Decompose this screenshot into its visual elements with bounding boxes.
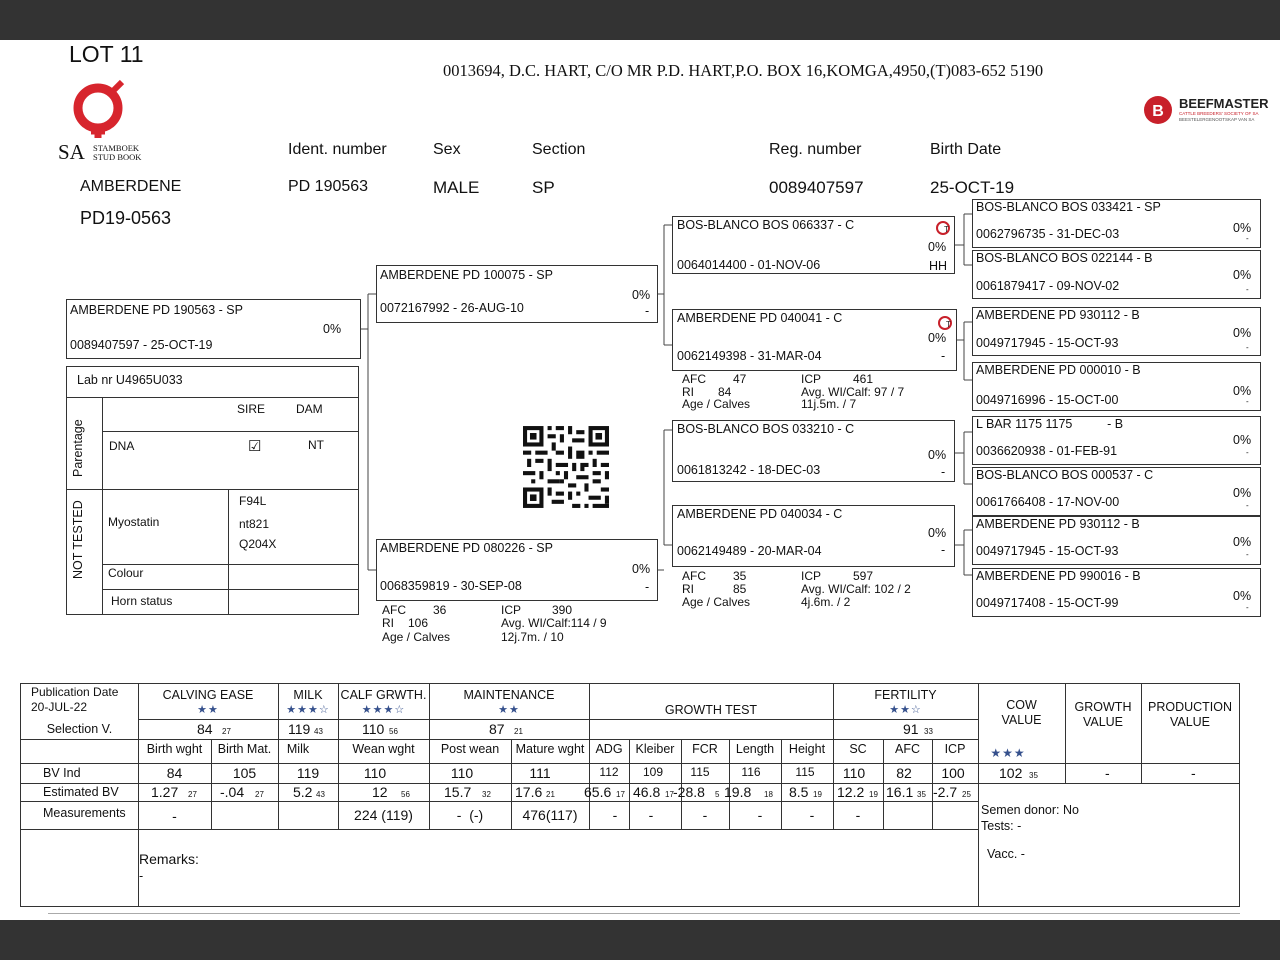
- g3-reg-date: 0049717945 - 15-OCT-93: [976, 336, 1119, 350]
- bv-fcr: 115: [690, 765, 710, 779]
- sire-dam-box: [672, 309, 957, 371]
- bv-mature-wght: 111: [529, 765, 551, 781]
- ebv-fcr-acc: 5: [715, 790, 720, 799]
- sire-reg-date: 0072167992 - 26-AUG-10: [380, 301, 524, 315]
- cow-value-header-2: VALUE: [1001, 713, 1042, 727]
- g3-box-2: [972, 250, 1261, 299]
- g3-name: L BAR 1175 1175 - B: [976, 417, 1124, 431]
- lab-panel: [66, 366, 359, 615]
- dam-afc-value: 36: [433, 603, 447, 617]
- g3-dash: -: [1246, 343, 1249, 352]
- meas-adg: -: [612, 807, 618, 823]
- maintenance-stars: ★★: [498, 704, 520, 716]
- dd-pct: 0%: [928, 526, 947, 540]
- sire-dash: -: [645, 304, 650, 318]
- subject-pct: 0%: [323, 322, 342, 336]
- meas-length: -: [757, 807, 763, 823]
- sel-calving: 84: [197, 721, 213, 737]
- dam-icp-label: ICP: [501, 603, 522, 617]
- dam-avg-wi: Avg. WI/Calf:114 / 9: [501, 616, 607, 630]
- publication-date: 20-JUL-22: [31, 700, 88, 714]
- growth-value-header-2: VALUE: [1082, 715, 1124, 729]
- sire-col-label: SIRE: [237, 402, 266, 416]
- ebv-birth-mat-acc: 27: [255, 790, 264, 799]
- col-sc: SC: [849, 742, 867, 756]
- g3-box-1: [972, 199, 1261, 248]
- myostatin-label: Myostatin: [108, 515, 160, 529]
- vaccinations: Vacc. -: [987, 847, 1025, 861]
- ds-name: BOS-BLANCO BOS 033210 - C: [677, 422, 855, 436]
- g3-pct: 0%: [1233, 433, 1252, 447]
- g3-name: BOS-BLANCO BOS 022144 - B: [976, 251, 1153, 265]
- g3-pct: 0%: [1233, 535, 1252, 549]
- lab-number: Lab nr U4965U033: [77, 373, 183, 387]
- section-value: SP: [532, 178, 555, 197]
- milk-header: MILK: [293, 688, 323, 702]
- g3-reg-date: 0061766408 - 17-NOV-00: [976, 495, 1120, 509]
- sire-box: [376, 265, 658, 323]
- bv-birth-wght: 84: [166, 765, 183, 781]
- production-value-header-2: VALUE: [1169, 715, 1211, 729]
- g3-name: AMBERDENE PD 000010 - B: [976, 363, 1141, 377]
- ebv-milk-acc: 43: [316, 790, 325, 799]
- gt-badge-icon: [935, 220, 951, 236]
- remarks-value: -: [139, 869, 144, 883]
- meas-height: -: [809, 807, 815, 823]
- myostatin-q204x: Q204X: [239, 537, 277, 551]
- dd-afc-label: AFC: [682, 569, 706, 583]
- g3-box-3: [972, 307, 1261, 356]
- col-kleiber: Kleiber: [635, 742, 675, 756]
- ebv-birth-mat: -.04: [220, 784, 245, 800]
- ebv-kleiber: 46.8: [633, 784, 661, 800]
- remarks-label: Remarks:: [139, 851, 199, 867]
- ds-pct: 0%: [928, 448, 947, 462]
- dd-icp-value: 597: [853, 569, 874, 583]
- g3-box-8: [972, 568, 1261, 617]
- bv-kleiber: 109: [642, 765, 664, 779]
- g3-dash: -: [1246, 501, 1249, 510]
- sd-age-calves: 11j.5m. / 7: [801, 397, 857, 411]
- sa-logo-line2: STUD BOOK: [93, 152, 142, 162]
- sa-logo-text: SA: [58, 140, 85, 164]
- meas-wean-wght: 224 (119): [354, 807, 413, 823]
- ebv-icp: -2.7: [933, 784, 958, 800]
- svg-text:T: T: [944, 225, 949, 234]
- dd-age-calves: 4j.6m. / 2: [801, 595, 851, 609]
- ebv-afc-acc: 35: [917, 790, 926, 799]
- bv-adg: 112: [599, 765, 619, 779]
- meas-mature-wght: 476(117): [522, 807, 578, 823]
- myostatin-f94l: F94L: [239, 494, 267, 508]
- ident-label: Ident. number: [288, 141, 387, 158]
- col-fcr: FCR: [692, 742, 718, 756]
- ebv-mature-wght-acc: 21: [546, 790, 555, 799]
- g3-dash: -: [1246, 603, 1249, 612]
- sd-reg-date: 0062149398 - 31-MAR-04: [677, 349, 822, 363]
- dd-ri-label: RI: [682, 582, 694, 596]
- cow-value-header-1: COW: [1006, 698, 1037, 712]
- dna-dam-value: NT: [308, 438, 324, 452]
- maintenance-header: MAINTENANCE: [463, 688, 555, 702]
- sel-calving-acc: 27: [222, 727, 231, 736]
- ebv-birth-wght-acc: 27: [188, 790, 197, 799]
- lot-number: LOT 11: [69, 41, 144, 67]
- semen-donor: Semen donor: No: [981, 803, 1079, 817]
- meas-birth-wght: -: [172, 808, 177, 824]
- g3-dash: -: [1246, 550, 1249, 559]
- g3-pct: 0%: [1233, 384, 1252, 398]
- calving-ease-header: CALVING EASE: [162, 688, 254, 702]
- ebv-kleiber-acc: 17: [665, 790, 674, 799]
- ebv-wean-wght: 12: [372, 784, 388, 800]
- ebv-sc-acc: 19: [869, 790, 878, 799]
- meas-fcr: -: [702, 807, 708, 823]
- bv-cow-value: 102: [999, 765, 1023, 781]
- sel-calf: 110: [362, 721, 385, 737]
- g3-reg-date: 0049716996 - 15-OCT-00: [976, 393, 1119, 407]
- g3-pct: 0%: [1233, 589, 1252, 603]
- g3-box-5: [972, 416, 1261, 465]
- g3-dash: -: [1246, 234, 1249, 243]
- g3-pct: 0%: [1233, 326, 1252, 340]
- birth-label: Birth Date: [930, 141, 1002, 158]
- sd-name: AMBERDENE PD 040041 - C: [677, 311, 843, 325]
- beefmaster-sub2: BEESTELERGENOOTSKAP VAN SA: [1179, 117, 1255, 122]
- g3-dash: -: [1246, 397, 1249, 406]
- dam-afc-label: AFC: [382, 603, 406, 617]
- g3-reg-date: 0062796735 - 31-DEC-03: [976, 227, 1120, 241]
- g3-name: BOS-BLANCO BOS 000537 - C: [976, 468, 1154, 482]
- g3-dash: -: [1246, 285, 1249, 294]
- ident-number: PD 190563: [288, 178, 369, 195]
- calving-ease-stars: ★★: [197, 704, 219, 716]
- myostatin-nt821: nt821: [239, 517, 270, 531]
- bv-birth-mat: 105: [232, 765, 257, 781]
- bv-growth-value: -: [1105, 765, 1110, 781]
- fertility-stars: ★★☆: [889, 704, 922, 716]
- subject-reg-date: 0089407597 - 25-OCT-19: [70, 338, 213, 352]
- ebv-post-wean: 15.7: [444, 784, 472, 800]
- growth-value-header-1: GROWTH: [1074, 700, 1132, 714]
- sd-age-label: Age / Calves: [682, 397, 751, 411]
- ss-name: BOS-BLANCO BOS 066337 - C: [677, 218, 855, 232]
- beefmaster-name: BEEFMASTER: [1179, 96, 1269, 111]
- dam-dam-box: [672, 505, 955, 567]
- ebv-height: 8.5: [789, 784, 809, 800]
- dna-sire-checkbox-icon: ☑: [248, 438, 262, 455]
- ebv-post-wean-acc: 32: [482, 790, 491, 799]
- bv-sc: 110: [842, 765, 866, 781]
- g3-dash: -: [1246, 448, 1249, 457]
- ds-reg-date: 0061813242 - 18-DEC-03: [677, 463, 821, 477]
- ss-reg-date: 0064014400 - 01-NOV-06: [677, 258, 821, 272]
- col-length: Length: [735, 742, 775, 756]
- horn-status-label: Horn status: [111, 594, 173, 608]
- dam-reg-date: 0068359819 - 30-SEP-08: [380, 579, 522, 593]
- bv-milk: 119: [296, 765, 320, 781]
- g3-reg-date: 0049717945 - 15-OCT-93: [976, 544, 1119, 558]
- dna-label: DNA: [109, 439, 135, 453]
- sel-maint-acc: 21: [514, 727, 523, 736]
- sel-milk-acc: 43: [314, 727, 323, 736]
- ebv-fcr: -28.8: [673, 784, 705, 800]
- ss-pct: 0%: [928, 240, 947, 254]
- dd-dash: -: [941, 543, 946, 557]
- breeding-values-table: [20, 683, 1240, 907]
- bv-height: 115: [795, 765, 815, 779]
- dd-age-label: Age / Calves: [682, 595, 751, 609]
- subject-name: AMBERDENE PD 190563 - SP: [70, 303, 243, 317]
- col-post-wean: Post wean: [440, 742, 500, 756]
- bv-production-value: -: [1191, 765, 1196, 781]
- tests: Tests: -: [981, 819, 1022, 833]
- col-icp: ICP: [944, 742, 966, 756]
- sel-calf-acc: 56: [389, 727, 398, 736]
- calf-growth-header: CALF GRWTH.: [340, 688, 427, 702]
- dam-name: AMBERDENE PD 080226 - SP: [380, 541, 553, 555]
- dam-col-label: DAM: [296, 402, 323, 416]
- dam-dash: -: [645, 580, 650, 594]
- g3-box-6: [972, 467, 1261, 516]
- bv-post-wean: 110: [450, 765, 474, 781]
- sire-name: AMBERDENE PD 100075 - SP: [380, 268, 553, 282]
- sex-value: MALE: [433, 178, 480, 197]
- estimated-bv-label: Estimated BV: [43, 785, 119, 799]
- col-birth-wght: Birth wght: [146, 742, 203, 756]
- ebv-milk: 5.2: [293, 784, 313, 800]
- dd-name: AMBERDENE PD 040034 - C: [677, 507, 843, 521]
- svg-text:B: B: [1152, 103, 1164, 120]
- sd-avg-wi: Avg. WI/Calf: 97 / 7: [801, 385, 905, 399]
- g3-name: AMBERDENE PD 930112 - B: [976, 517, 1140, 531]
- g3-box-7: [972, 516, 1261, 565]
- col-height: Height: [788, 742, 826, 756]
- not-tested-label: NOT TESTED: [71, 500, 85, 579]
- g3-reg-date: 0036620938 - 01-FEB-91: [976, 444, 1118, 458]
- bv-cow-acc: 35: [1029, 771, 1038, 780]
- ebv-wean-wght-acc: 56: [401, 790, 410, 799]
- bv-length: 116: [741, 765, 761, 779]
- sex-label: Sex: [433, 141, 461, 158]
- dam-age-label: Age / Calves: [382, 630, 451, 644]
- ds-dash: -: [941, 465, 946, 479]
- animal-id-code: PD19-0563: [80, 208, 172, 228]
- birth-date: 25-OCT-19: [930, 178, 1015, 197]
- gt-badge-icon: [937, 315, 953, 331]
- reg-number: 0089407597: [769, 178, 864, 197]
- g3-pct: 0%: [1233, 486, 1252, 500]
- qr-code-icon: [523, 426, 609, 508]
- sire-pct: 0%: [632, 288, 651, 302]
- dam-age-calves: 12j.7m. / 10: [501, 630, 564, 644]
- cow-value-stars: ★★★: [990, 746, 1026, 760]
- production-value-header-1: PRODUCTION: [1147, 700, 1233, 714]
- ebv-afc: 16.1: [886, 784, 914, 800]
- dam-ri-value: 106: [408, 616, 429, 630]
- dam-sire-box: [672, 420, 955, 482]
- dam-icp-value: 390: [552, 603, 573, 617]
- bv-ind-label: BV Ind: [43, 766, 81, 780]
- ebv-adg: 65.6: [584, 784, 612, 800]
- g3-reg-date: 0061879417 - 09-NOV-02: [976, 279, 1120, 293]
- dd-afc-value: 35: [733, 569, 747, 583]
- section-label: Section: [532, 141, 586, 158]
- calf-growth-stars: ★★★☆: [361, 704, 406, 716]
- growth-test-header: GROWTH TEST: [664, 703, 758, 717]
- ebv-adg-acc: 17: [616, 790, 625, 799]
- sel-fert: 91: [903, 721, 919, 737]
- subject-animal-box: [66, 299, 361, 359]
- dam-ri-label: RI: [382, 616, 394, 630]
- sel-milk: 119: [288, 721, 311, 737]
- bv-wean-wght: 110: [363, 765, 387, 781]
- g3-box-4: [972, 362, 1261, 411]
- ebv-birth-wght: 1.27: [151, 784, 179, 800]
- sd-dash: -: [941, 349, 946, 363]
- dd-ri-value: 85: [733, 582, 747, 596]
- bv-icp: 100: [941, 765, 965, 781]
- col-afc: AFC: [895, 742, 920, 756]
- sire-sire-box: [672, 216, 955, 274]
- ebv-length: 19.8: [724, 784, 752, 800]
- ebv-length-acc: 18: [764, 790, 773, 799]
- g3-name: AMBERDENE PD 930112 - B: [976, 308, 1140, 322]
- col-mature-wght: Mature wght: [515, 742, 585, 756]
- g3-pct: 0%: [1233, 221, 1252, 235]
- publication-date-label: Publication Date: [31, 685, 119, 699]
- ebv-mature-wght: 17.6: [515, 784, 543, 800]
- col-milk: Milk: [286, 742, 310, 756]
- ebv-icp-acc: 25: [962, 790, 971, 799]
- sd-icp-value: 461: [853, 372, 874, 386]
- sd-ri-value: 84: [718, 385, 732, 399]
- sel-maint: 87: [489, 721, 505, 737]
- sa-logo-line1: STAMBOEK: [93, 143, 140, 153]
- owner-line: 0013694, D.C. HART, C/O MR P.D. HART,P.O. BOX 16,KOMGA,4950,(T)083-652 5190: [443, 61, 1044, 80]
- sd-afc-value: 47: [733, 372, 747, 386]
- footer-rule: [48, 913, 1240, 914]
- colour-label: Colour: [108, 566, 144, 580]
- bv-afc: 82: [896, 765, 912, 781]
- meas-sc: -: [855, 807, 861, 823]
- reg-label: Reg. number: [769, 141, 862, 158]
- g3-name: AMBERDENE PD 990016 - B: [976, 569, 1141, 583]
- beefmaster-sub1: CATTLE BREEDERS' SOCIETY OF SA: [1179, 111, 1259, 116]
- dam-box: [376, 539, 658, 601]
- dam-pct: 0%: [632, 562, 651, 576]
- col-adg: ADG: [595, 742, 623, 756]
- sd-icp-label: ICP: [801, 372, 822, 386]
- dd-avg-wi: Avg. WI/Calf: 102 / 2: [801, 582, 911, 596]
- svg-text:T: T: [946, 320, 951, 329]
- g3-pct: 0%: [1233, 268, 1252, 282]
- parentage-label: Parentage: [71, 419, 85, 477]
- milk-stars: ★★★☆: [286, 704, 330, 716]
- ebv-height-acc: 19: [813, 790, 822, 799]
- g3-reg-date: 0049717408 - 15-OCT-99: [976, 596, 1119, 610]
- g3-name: BOS-BLANCO BOS 033421 - SP: [976, 200, 1161, 214]
- meas-kleiber: -: [648, 807, 654, 823]
- meas-post-wean: - (-): [456, 807, 484, 823]
- sd-ri-label: RI: [682, 385, 694, 399]
- sd-afc-label: AFC: [682, 372, 706, 386]
- dd-icp-label: ICP: [801, 569, 822, 583]
- herd-name: AMBERDENE: [80, 178, 182, 195]
- sel-fert-acc: 33: [924, 727, 933, 736]
- fertility-header: FERTILITY: [874, 688, 937, 702]
- col-birth-mat: Birth Mat.: [217, 742, 272, 756]
- dd-reg-date: 0062149489 - 20-MAR-04: [677, 544, 822, 558]
- ebv-sc: 12.2: [837, 784, 865, 800]
- ss-tag: HH: [929, 259, 948, 273]
- selection-label: Selection V.: [46, 722, 113, 736]
- sd-pct: 0%: [928, 331, 947, 345]
- measurements-label: Measurements: [43, 806, 126, 820]
- col-wean-wght: Wean wght: [352, 742, 415, 756]
